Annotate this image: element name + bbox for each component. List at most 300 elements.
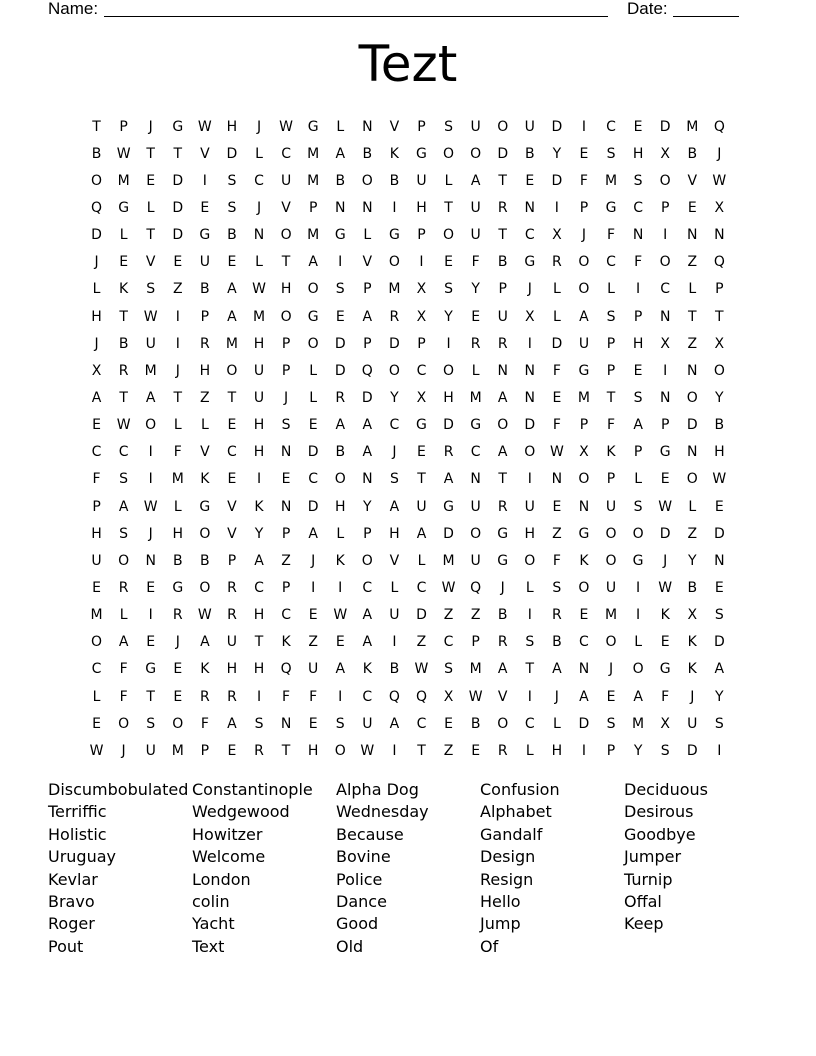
grid-letter: N xyxy=(551,471,563,488)
grid-letter: C xyxy=(579,634,589,651)
word-list-item: Constantinople xyxy=(192,780,313,799)
grid-letter: F xyxy=(471,254,480,271)
grid-letter: L xyxy=(390,579,399,596)
grid-letter: L xyxy=(607,281,615,298)
grid-letter: G xyxy=(199,498,211,515)
grid-letter: G xyxy=(416,417,427,434)
grid-letter: M xyxy=(144,362,157,379)
grid-letter: E xyxy=(660,634,670,651)
grid-letter: Y xyxy=(633,742,643,759)
grid-letter: Y xyxy=(444,308,453,325)
grid-letter: C xyxy=(281,607,291,624)
grid-letter: O xyxy=(605,525,617,542)
grid-letter: I xyxy=(581,742,587,759)
grid-letter: P xyxy=(606,335,616,352)
grid-letter: W xyxy=(658,579,673,596)
word-list-item: Wedgewood xyxy=(192,802,290,822)
grid-letter: F xyxy=(173,444,182,461)
grid-letter: R xyxy=(497,335,508,352)
grid-letter: P xyxy=(715,281,724,298)
grid-letter: H xyxy=(199,362,211,379)
grid-letter: A xyxy=(227,715,237,732)
grid-letter: B xyxy=(524,145,535,162)
grid-letter: W xyxy=(143,498,158,515)
grid-letter: W xyxy=(333,607,348,624)
grid-letter: R xyxy=(199,335,210,352)
grid-letter: M xyxy=(252,308,266,325)
grid-letter: L xyxy=(173,498,182,515)
grid-letter: G xyxy=(443,498,454,515)
grid-letter: Q xyxy=(415,688,427,705)
word-list-item: Text xyxy=(192,936,225,956)
grid-letter: E xyxy=(660,471,670,488)
grid-letter: P xyxy=(417,118,426,135)
grid-letter: E xyxy=(335,308,345,325)
grid-letter: N xyxy=(687,362,698,379)
grid-letter: O xyxy=(226,362,238,379)
grid-letter: D xyxy=(226,145,238,162)
grid-letter: H xyxy=(253,607,265,624)
grid-letter: G xyxy=(334,227,346,244)
grid-letter: D xyxy=(416,607,427,624)
grid-letter: Q xyxy=(713,118,725,135)
grid-letter: S xyxy=(552,579,562,596)
grid-letter: P xyxy=(308,199,318,216)
grid-letter: I xyxy=(338,579,343,596)
grid-letter: E xyxy=(552,498,562,515)
grid-letter: O xyxy=(280,227,292,244)
grid-letter: E xyxy=(146,579,156,596)
grid-letter: D xyxy=(497,145,509,162)
grid-letter: P xyxy=(579,417,589,434)
grid-letter: T xyxy=(281,742,291,759)
grid-letter: S xyxy=(119,471,129,488)
grid-letter: I xyxy=(663,227,668,244)
grid-letter: O xyxy=(497,118,509,135)
word-list-item: Roger xyxy=(48,914,95,934)
grid-letter: N xyxy=(714,552,725,569)
grid-letter: O xyxy=(307,281,319,298)
grid-letter: C xyxy=(362,579,373,596)
grid-letter: B xyxy=(687,145,698,162)
grid-letter: I xyxy=(338,688,343,705)
grid-letter: R xyxy=(389,308,400,325)
grid-letter: O xyxy=(199,579,211,596)
grid-letter: G xyxy=(659,661,671,678)
grid-row xyxy=(83,357,733,384)
grid-letter: J xyxy=(717,145,722,162)
grid-letter: E xyxy=(714,579,724,596)
grid-letter: J xyxy=(554,688,559,705)
grid-letter: C xyxy=(281,145,291,162)
word-list-item: Holistic xyxy=(48,824,107,844)
grid-letter: O xyxy=(578,281,590,298)
grid-letter: K xyxy=(687,661,697,678)
word-list-item: Bovine xyxy=(336,847,391,867)
page-title: Tezt xyxy=(358,35,458,93)
grid-letter: S xyxy=(146,715,156,732)
grid-letter: Y xyxy=(715,688,724,705)
grid-letter: H xyxy=(91,525,102,542)
grid-letter: L xyxy=(336,118,345,135)
grid-letter: U xyxy=(199,254,210,271)
grid-letter: R xyxy=(497,742,508,759)
grid-letter: P xyxy=(119,118,128,135)
grid-letter: C xyxy=(254,579,264,596)
grid-letter: R xyxy=(172,607,183,624)
grid-letter: H xyxy=(334,498,346,515)
grid-letter: L xyxy=(146,199,155,216)
grid-letter: O xyxy=(361,552,373,569)
grid-letter: E xyxy=(92,715,101,732)
grid-letter: J xyxy=(175,362,180,379)
grid-letter: E xyxy=(687,199,697,216)
grid-row xyxy=(83,683,733,710)
grid-letter: Y xyxy=(390,389,399,406)
grid-letter: A xyxy=(362,634,373,651)
grid-letter: B xyxy=(335,172,346,189)
grid-letter: G xyxy=(497,525,509,542)
grid-letter: O xyxy=(578,254,590,271)
grid-letter: W xyxy=(712,471,727,488)
grid-letter: M xyxy=(90,607,103,624)
grid-letter: S xyxy=(335,281,345,298)
grid-letter: P xyxy=(633,308,643,325)
grid-letter: R xyxy=(497,498,508,515)
grid-letter: A xyxy=(200,634,210,651)
word-list-item: Hello xyxy=(480,892,521,912)
grid-letter: H xyxy=(632,335,644,352)
grid-letter: I xyxy=(392,742,397,759)
grid-letter: K xyxy=(389,145,399,162)
grid-letter: M xyxy=(225,335,238,352)
grid-letter: O xyxy=(497,715,509,732)
grid-letter: F xyxy=(552,362,561,379)
grid-letter: P xyxy=(660,417,670,434)
grid-letter: C xyxy=(470,444,481,461)
grid-letter: V xyxy=(687,172,698,189)
grid-letter: T xyxy=(687,308,697,325)
grid-letter: J xyxy=(256,118,262,135)
grid-letter: D xyxy=(307,498,319,515)
word-column xyxy=(624,779,768,958)
grid-letter: N xyxy=(145,552,156,569)
grid-letter: Z xyxy=(687,525,698,542)
grid-letter: C xyxy=(254,172,264,189)
grid-letter: B xyxy=(552,634,562,651)
grid-letter: V xyxy=(389,118,400,135)
grid-letter: L xyxy=(417,552,426,569)
grid-letter: X xyxy=(687,607,698,624)
grid-letter: M xyxy=(442,552,455,569)
grid-letter: Z xyxy=(308,634,318,651)
grid-letter: O xyxy=(443,227,455,244)
grid-letter: L xyxy=(444,172,453,189)
grid-letter: A xyxy=(227,308,237,325)
grid-letter: Z xyxy=(172,281,183,298)
grid-letter: D xyxy=(659,525,671,542)
grid-letter: D xyxy=(713,525,725,542)
grid-letter: S xyxy=(525,634,535,651)
grid-letter: W xyxy=(197,118,212,135)
grid-letter: D xyxy=(659,118,671,135)
grid-letter: J xyxy=(392,444,397,461)
grid-letter: J xyxy=(690,688,695,705)
grid-letter: V xyxy=(389,552,400,569)
grid-letter: U xyxy=(470,118,481,135)
grid-letter: I xyxy=(392,634,397,651)
grid-letter: I xyxy=(527,607,532,624)
grid-letter: U xyxy=(416,498,427,515)
header xyxy=(48,0,748,20)
grid-letter: G xyxy=(199,227,211,244)
grid-letter: L xyxy=(552,715,561,732)
grid-letter: E xyxy=(227,471,237,488)
grid-letter: P xyxy=(227,552,237,569)
grid-letter: K xyxy=(335,552,345,569)
grid-row xyxy=(83,167,733,194)
grid-letter: T xyxy=(254,634,264,651)
grid-letter: J xyxy=(311,552,316,569)
grid-letter: V xyxy=(497,688,508,705)
grid-letter: S xyxy=(227,199,237,216)
grid-letter: P xyxy=(281,335,291,352)
grid-letter: V xyxy=(200,145,210,162)
grid-letter: R xyxy=(552,254,562,271)
grid-letter: C xyxy=(416,362,427,379)
grid-letter: I xyxy=(527,471,532,488)
grid-letter: J xyxy=(121,742,126,759)
grid-letter: E xyxy=(146,172,156,189)
grid-letter: X xyxy=(579,444,589,461)
grid-letter: G xyxy=(605,199,617,216)
grid-letter: X xyxy=(660,715,670,732)
grid-letter: W xyxy=(143,308,158,325)
grid-letter: E xyxy=(714,498,724,515)
grid-letter: L xyxy=(255,145,263,162)
word-list-item: Resign xyxy=(480,869,534,889)
grid-letter: L xyxy=(255,254,263,271)
grid-letter: S xyxy=(146,281,156,298)
grid-letter: S xyxy=(606,308,616,325)
grid-letter: N xyxy=(714,227,725,244)
grid-letter: G xyxy=(172,118,184,135)
grid-letter: U xyxy=(687,715,698,732)
grid-letter: G xyxy=(307,118,319,135)
grid-letter: I xyxy=(256,688,262,705)
grid-letter: J xyxy=(94,335,99,352)
grid-letter: A xyxy=(362,308,373,325)
grid-letter: P xyxy=(417,335,426,352)
grid-letter: E xyxy=(227,742,237,759)
grid-letter: A xyxy=(118,498,129,515)
grid-letter: F xyxy=(552,552,561,569)
grid-letter: L xyxy=(173,417,182,434)
grid-letter: W xyxy=(116,145,131,162)
grid-letter: P xyxy=(606,742,616,759)
grid-letter: I xyxy=(311,579,316,596)
grid-letter: I xyxy=(148,471,153,488)
grid-letter: N xyxy=(280,715,292,732)
grid-letter: O xyxy=(578,471,590,488)
grid-letter: F xyxy=(606,227,616,244)
grid-letter: J xyxy=(256,199,262,216)
grid-letter: N xyxy=(362,118,373,135)
grid-letter: E xyxy=(552,389,562,406)
grid-letter: W xyxy=(116,417,131,434)
grid-letter: H xyxy=(632,145,644,162)
grid-letter: O xyxy=(199,525,211,542)
grid-letter: W xyxy=(468,688,483,705)
grid-letter: U xyxy=(416,172,427,189)
grid-letter: O xyxy=(659,254,671,271)
grid-row xyxy=(83,222,733,249)
grid-letter: A xyxy=(335,417,346,434)
grid-letter: N xyxy=(578,498,590,515)
word-list-item: Old xyxy=(336,936,364,956)
grid-letter: T xyxy=(92,118,101,135)
grid-letter: W xyxy=(658,498,673,515)
grid-row xyxy=(83,276,733,303)
grid-letter: J xyxy=(608,661,614,678)
grid-letter: E xyxy=(633,362,643,379)
grid-letter: X xyxy=(91,362,102,379)
grid-letter: I xyxy=(148,607,153,624)
grid-letter: R xyxy=(118,362,129,379)
grid-letter: Z xyxy=(470,607,481,624)
grid-letter: A xyxy=(91,389,102,406)
grid-letter: T xyxy=(173,389,183,406)
grid-letter: D xyxy=(361,389,373,406)
grid-row xyxy=(83,384,733,411)
grid-letter: P xyxy=(498,281,507,298)
grid-letter: X xyxy=(524,308,535,325)
grid-letter: A xyxy=(389,498,400,515)
grid-letter: W xyxy=(197,607,212,624)
grid-letter: G xyxy=(307,308,319,325)
grid-letter: T xyxy=(498,172,507,189)
word-list-item: Terriffic xyxy=(48,802,107,822)
grid-letter: T xyxy=(417,742,426,759)
grid-letter: E xyxy=(308,715,318,732)
grid-letter: Q xyxy=(361,362,373,379)
grid-letter: C xyxy=(524,715,535,732)
grid-letter: M xyxy=(171,742,184,759)
grid-letter: U xyxy=(470,227,481,244)
grid-letter: U xyxy=(253,389,265,406)
grid-letter: R xyxy=(199,688,210,705)
grid-letter: D xyxy=(686,417,698,434)
word-column xyxy=(48,779,192,958)
grid-letter: W xyxy=(414,661,429,678)
grid-letter: P xyxy=(363,281,372,298)
grid-letter: B xyxy=(172,552,183,569)
grid-letter: F xyxy=(634,254,643,271)
grid-letter: M xyxy=(117,172,130,189)
grid-letter: A xyxy=(308,254,318,271)
grid-letter: B xyxy=(497,254,508,271)
grid-letter: I xyxy=(175,308,180,325)
grid-letter: U xyxy=(91,552,102,569)
grid-letter: U xyxy=(497,308,508,325)
grid-letter: C xyxy=(606,118,616,135)
grid-letter: T xyxy=(498,471,507,488)
grid-letter: B xyxy=(335,444,346,461)
grid-letter: X xyxy=(416,389,427,406)
grid-letter: V xyxy=(145,254,156,271)
grid-row xyxy=(83,140,733,167)
grid-letter: O xyxy=(145,417,157,434)
word-list-item: Police xyxy=(336,869,383,889)
grid-letter: O xyxy=(118,715,130,732)
grid-letter: U xyxy=(605,498,617,515)
grid-row xyxy=(83,249,733,276)
grid-letter: A xyxy=(389,715,400,732)
grid-letter: O xyxy=(605,552,617,569)
word-list-item: Deciduous xyxy=(624,780,708,799)
grid-letter: B xyxy=(497,607,508,624)
grid-letter: Y xyxy=(254,525,264,542)
grid-letter: Z xyxy=(200,389,210,406)
grid-letter: K xyxy=(200,661,210,678)
grid-letter: R xyxy=(497,199,508,216)
grid-letter: Z xyxy=(443,607,454,624)
grid-row xyxy=(83,547,733,574)
grid-letter: G xyxy=(578,362,590,379)
grid-row xyxy=(83,520,733,547)
grid-letter: M xyxy=(307,172,320,189)
grid-letter: T xyxy=(119,308,128,325)
word-list-item: Wednesday xyxy=(336,802,429,822)
grid-row xyxy=(83,303,733,330)
grid-letter: P xyxy=(417,227,426,244)
grid-letter: J xyxy=(663,552,668,569)
word-list-item: Offal xyxy=(624,892,662,912)
grid-letter: Z xyxy=(443,742,454,759)
grid-letter: D xyxy=(524,417,536,434)
word-list-item: Because xyxy=(336,824,404,844)
grid-letter: R xyxy=(497,634,508,651)
word-list-item: colin xyxy=(192,892,230,912)
grid-letter: A xyxy=(579,308,589,325)
grid-letter: O xyxy=(713,362,725,379)
grid-letter: H xyxy=(226,661,238,678)
grid-letter: X xyxy=(443,688,454,705)
grid-letter: T xyxy=(227,389,237,406)
grid-letter: E xyxy=(146,634,156,651)
grid-letter: A xyxy=(470,172,481,189)
grid-letter: D xyxy=(443,417,454,434)
grid-letter: E xyxy=(173,688,183,705)
word-list-item: Alpha Dog xyxy=(336,780,419,799)
grid-letter: P xyxy=(281,579,291,596)
grid-letter: C xyxy=(91,661,102,678)
word-list-item: Pout xyxy=(48,936,84,956)
grid-letter: T xyxy=(173,145,183,162)
grid-letter: S xyxy=(227,172,237,189)
grid-letter: K xyxy=(660,607,670,624)
grid-letter: F xyxy=(119,688,128,705)
grid-letter: A xyxy=(497,661,508,678)
grid-letter: V xyxy=(362,254,373,271)
grid-letter: G xyxy=(524,254,536,271)
word-list-item: Desirous xyxy=(624,802,694,822)
grid-letter: E xyxy=(444,254,453,271)
grid-letter: N xyxy=(280,444,292,461)
grid-letter: M xyxy=(604,172,618,189)
grid-letter: R xyxy=(227,688,237,705)
grid-letter: E xyxy=(281,471,291,488)
